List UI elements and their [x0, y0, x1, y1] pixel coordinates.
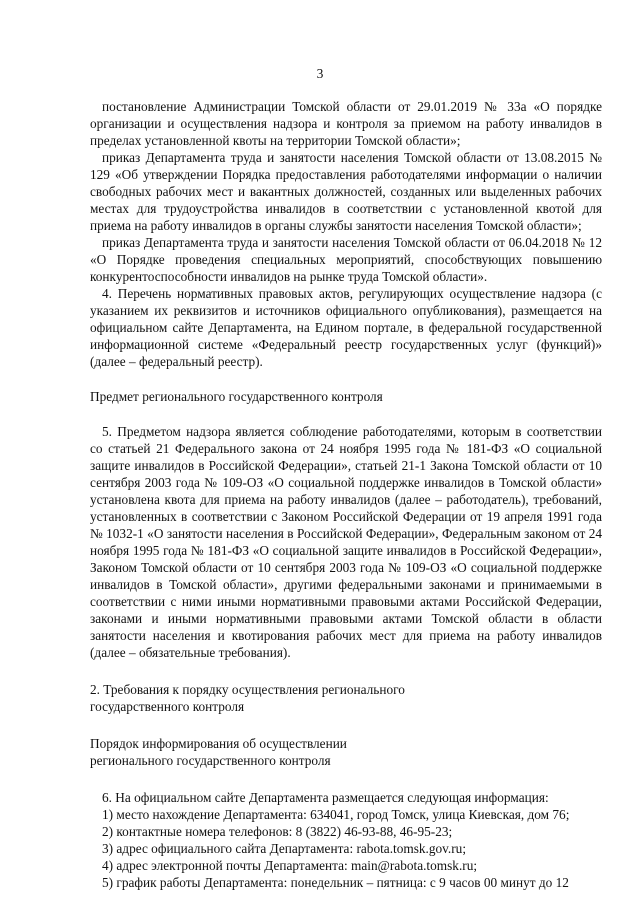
- info-heading-line-2: регионального государственного контроля: [90, 753, 331, 768]
- paragraph: приказ Департамента труда и занятости населения Томской области от 06.04.2018 № 12 «О Порядке проведения специальных мероприятий, способствующих повышению конкурентоспособности инвалидов на рынке труда Томской области».: [90, 235, 602, 284]
- paragraph-6-lead: 6. На официальном сайте Департамента размещается следующая информация:: [102, 790, 549, 805]
- section-2-heading-line-1: 2. Требования к порядку осуществления регионального: [90, 682, 405, 697]
- paragraph: 4. Перечень нормативных правовых актов, регулирующих осуществление надзора (с указанием их реквизитов и источников официального опубликования), размещается на официальном сайте Департамента, на Едином портале, в федеральной государственной информационной системе «Федеральный реестр государственных услуг (функций)» (далее – федеральный реестр).: [90, 286, 602, 369]
- section-2-heading-line-2: государственного контроля: [90, 699, 245, 714]
- info-heading-line-1: Порядок информирования об осуществлении: [90, 736, 347, 751]
- list-item: 2) контактные номера телефонов: 8 (3822) 46-93-88, 46-95-23;: [102, 824, 453, 839]
- list-item: 5) график работы Департамента: понедельник – пятница: с 9 часов 00 минут до 12: [102, 875, 569, 890]
- list-item: 1) место нахождение Департамента: 634041, город Томск, улица Киевская, дом 76;: [102, 807, 570, 822]
- paragraph-5: 5. Предметом надзора является соблюдение работодателями, которым в соответствии со статьей 21 Федерального закона от 24 ноября 1995 года № 181-ФЗ «О социальной защите инвалидов в Российской Федерации», статьей 21-1 Закона Томской области от 10 сентября 2003 года № 109-ОЗ «О социальной поддержке инвалидов в Томской области» установлена квота для приема на работу инвалидов (далее – работодатель), требований, установленных в соответствии с Законом Российской Федерации от 19 апреля 1991 года № 1032-1 «О занятости населения в Российской Федерации», Федеральным законом от 24 ноября 1995 года № 181-ФЗ «О социальной защите инвалидов в Российской Федерации», Законом Томской области от 10 сентября 2003 года № 109-ОЗ «О социальной поддержке инвалидов в Томской области», другими федеральными законами и принимаемыми в соответствии с ними иными нормативными правовыми актами Российской Федерации, законами и иными нормативными правовыми актами Томской области в области занятости населения и квотирования рабочих мест для приема на работу инвалидов (далее – обязательные требования).: [90, 424, 602, 660]
- subject-heading: Предмет регионального государственного контроля: [90, 389, 383, 404]
- list-item: 4) адрес электронной почты Департамента: main@rabota.tomsk.ru;: [102, 858, 478, 873]
- document-body: [90, 98, 602, 891]
- paragraph: приказ Департамента труда и занятости населения Томской области от 13.08.2015 № 129 «Об утверждении Порядка предоставления работодателями информации о наличии свободных рабочих мест и вакантных должностей, созданных или выделенных рабочих местах для трудоустройства инвалидов в соответствии с установленной квотой для приема на работу инвалидов в органы службы занятости населения Томской области»;: [90, 150, 602, 233]
- page-number: 3: [316, 66, 324, 81]
- list-item: 3) адрес официального сайта Департамента: rabota.tomsk.gov.ru;: [102, 841, 467, 856]
- paragraph: постановление Администрации Томской области от 29.01.2019 № 33а «О порядке организации и осуществления надзора и контроля за приемом на работу инвалидов в пределах установленной квоты на территории Томской области»;: [90, 99, 602, 148]
